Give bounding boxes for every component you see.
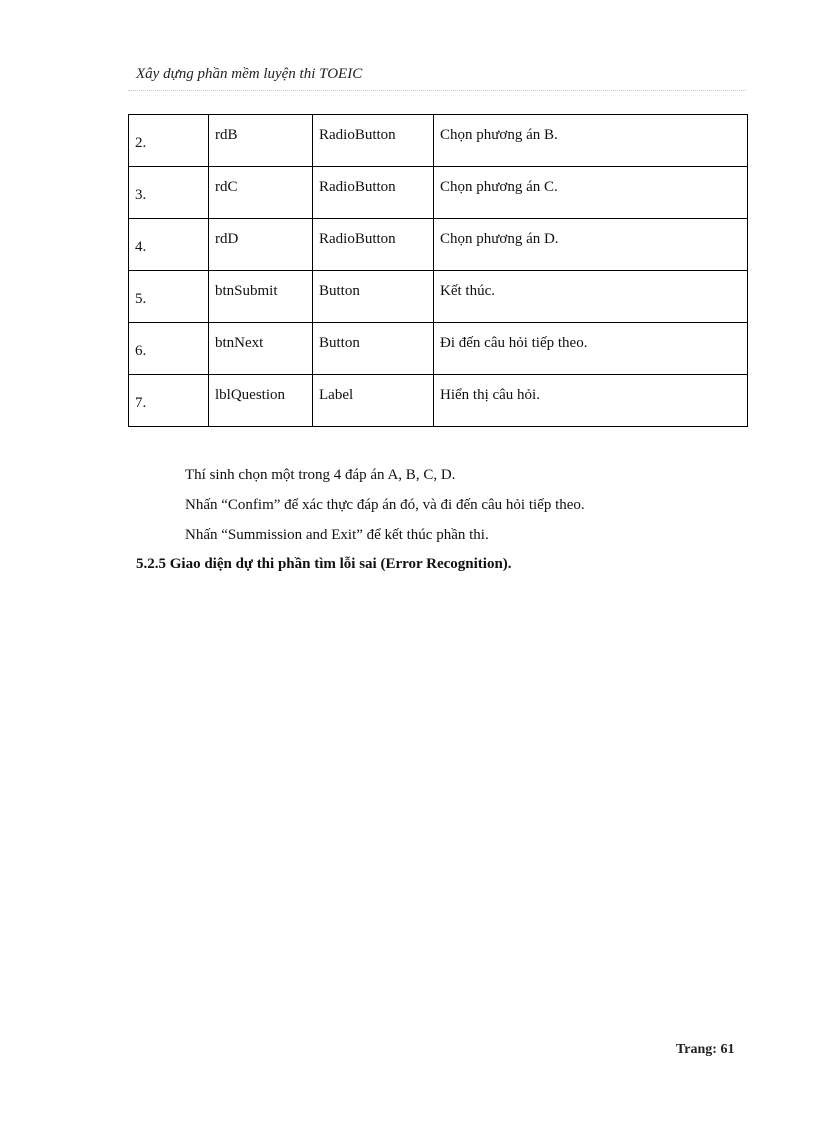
control-description: Chọn phương án B. <box>440 127 558 143</box>
header-divider <box>128 90 746 91</box>
control-description: Chọn phương án D. <box>440 231 559 247</box>
control-type: RadioButton <box>319 231 396 247</box>
control-description: Chọn phương án C. <box>440 179 558 195</box>
row-number: 7. <box>135 395 147 411</box>
body-paragraph-submit-exit: Nhấn “Summission and Exit” để kết thúc phần thi. <box>185 527 489 543</box>
controls-table <box>128 114 748 427</box>
table-row <box>129 375 748 427</box>
control-description: Hiển thị câu hỏi. <box>440 387 540 403</box>
table-row <box>129 115 748 167</box>
control-type: Label <box>319 387 354 403</box>
control-type: Button <box>319 335 360 351</box>
body-paragraph-confirm: Nhấn “Confim” để xác thực đáp án đó, và đi đến câu hỏi tiếp theo. <box>185 497 585 513</box>
control-description: Đi đến câu hỏi tiếp theo. <box>440 335 588 351</box>
control-type: Button <box>319 283 360 299</box>
control-name: btnSubmit <box>215 283 278 299</box>
page-header-title: Xây dựng phần mềm luyện thi TOEIC <box>136 66 363 82</box>
control-type: RadioButton <box>319 127 396 143</box>
table-row <box>129 167 748 219</box>
table-row <box>129 219 748 271</box>
page-number: Trang: 61 <box>676 1042 735 1057</box>
row-number: 3. <box>135 187 147 203</box>
control-name: btnNext <box>215 335 264 351</box>
row-number: 4. <box>135 239 147 255</box>
body-paragraph-choose-answer: Thí sinh chọn một trong 4 đáp án A, B, C, D. <box>185 467 456 483</box>
control-name: lblQuestion <box>215 387 285 403</box>
section-heading: 5.2.5 Giao diện dự thi phần tìm lỗi sai (Error Recognition). <box>136 556 512 572</box>
control-name: rdD <box>215 231 239 247</box>
row-number: 2. <box>135 135 147 151</box>
row-number: 5. <box>135 291 147 307</box>
control-description: Kết thúc. <box>440 283 495 299</box>
control-name: rdB <box>215 127 238 143</box>
table-row <box>129 323 748 375</box>
table-row <box>129 271 748 323</box>
control-type: RadioButton <box>319 179 396 195</box>
row-number: 6. <box>135 343 147 359</box>
control-name: rdC <box>215 179 238 195</box>
